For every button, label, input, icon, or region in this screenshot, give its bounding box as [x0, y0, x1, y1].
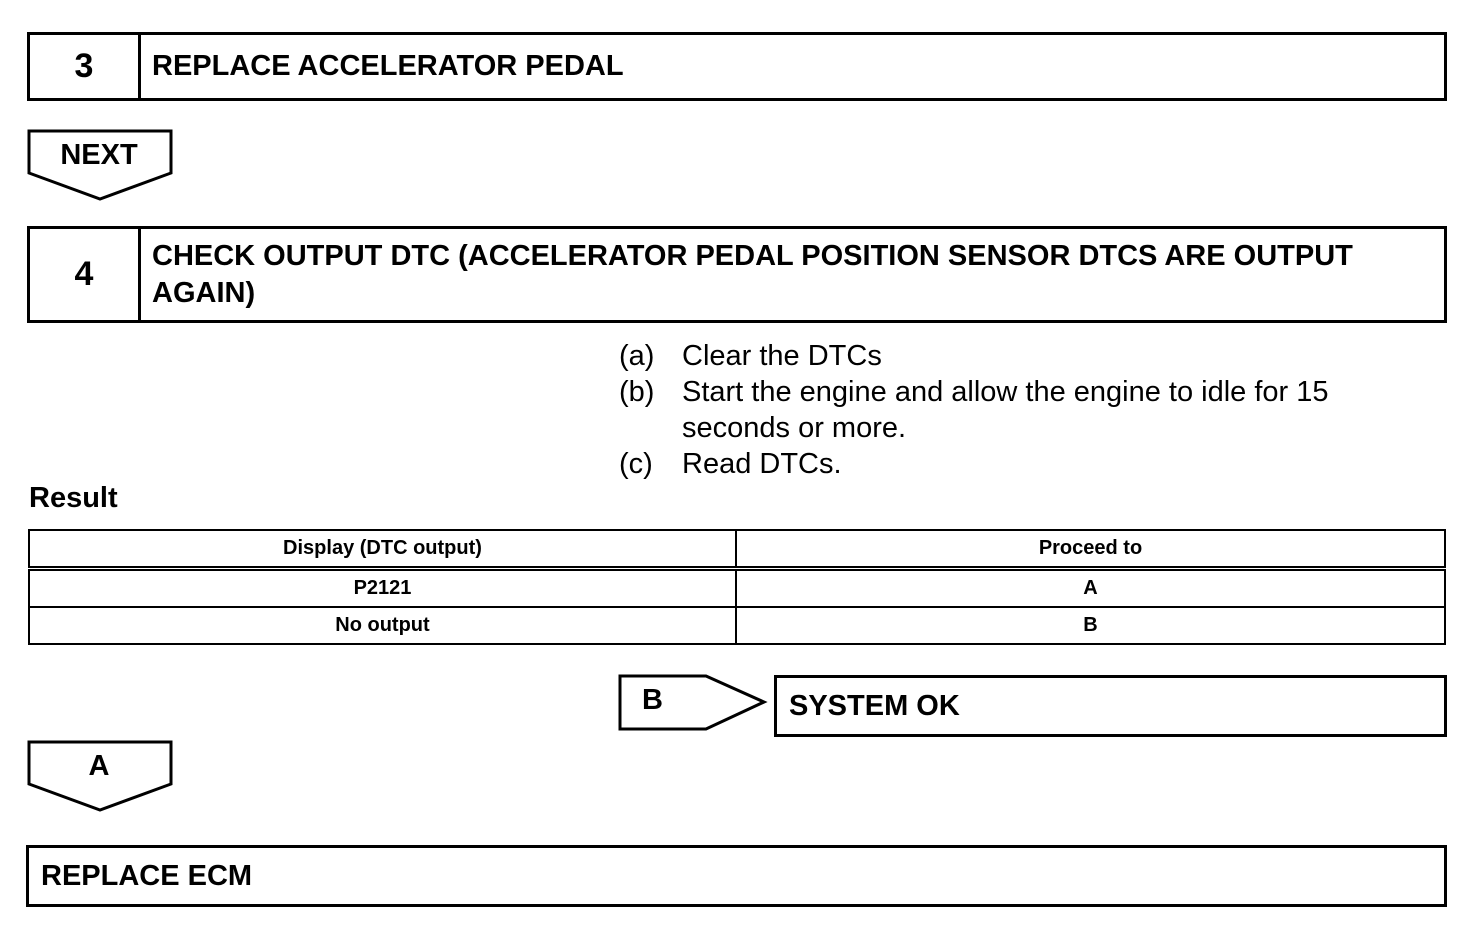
column-header: Display (DTC output)	[29, 530, 736, 569]
list-item	[619, 374, 1419, 446]
table-header-row	[29, 530, 1445, 569]
step-3-header	[27, 32, 1447, 101]
table-row	[29, 569, 1445, 608]
system-ok-box	[774, 675, 1447, 737]
instruction-list	[619, 338, 1419, 482]
list-item-text: Read DTCs.	[682, 448, 842, 480]
branch-a-down-arrow	[27, 740, 175, 814]
step-title: REPLACE ACCELERATOR PEDAL	[152, 50, 624, 82]
branch-b-arrow	[618, 674, 768, 732]
list-item-letter: (b)	[619, 376, 655, 408]
table-cell: No output	[29, 607, 736, 644]
step-title: CHECK OUTPUT DTC (ACCELERATOR PEDAL POSITION SENSOR DTCS ARE OUTPUT AGAIN)	[152, 239, 1353, 309]
replace-ecm-box	[26, 845, 1447, 907]
column-header: Proceed to	[736, 530, 1445, 569]
step-number: 3	[30, 35, 141, 98]
list-item-text: Clear the DTCs	[682, 340, 882, 372]
next-label: NEXT	[60, 139, 138, 171]
table-row	[29, 607, 1445, 644]
step-4-header	[27, 226, 1447, 323]
step-number: 4	[30, 229, 141, 320]
result-heading: Result	[29, 482, 118, 514]
list-item-text: Start the engine and allow the engine to idle for 15 seconds or more.	[682, 376, 1329, 444]
branch-a-label: A	[88, 750, 110, 782]
list-item	[619, 338, 1419, 374]
list-item-letter: (c)	[619, 448, 653, 480]
table-cell: P2121	[29, 569, 736, 608]
outcome-text: SYSTEM OK	[789, 689, 960, 722]
table-cell: B	[736, 607, 1445, 644]
outcome-text: REPLACE ECM	[41, 859, 253, 892]
list-item	[619, 446, 1419, 482]
result-table	[28, 529, 1446, 645]
table-cell: A	[736, 569, 1445, 608]
list-item-letter: (a)	[619, 340, 655, 372]
branch-b-label: B	[642, 684, 663, 716]
right-arrow-icon	[618, 674, 768, 732]
next-down-arrow	[27, 129, 175, 203]
